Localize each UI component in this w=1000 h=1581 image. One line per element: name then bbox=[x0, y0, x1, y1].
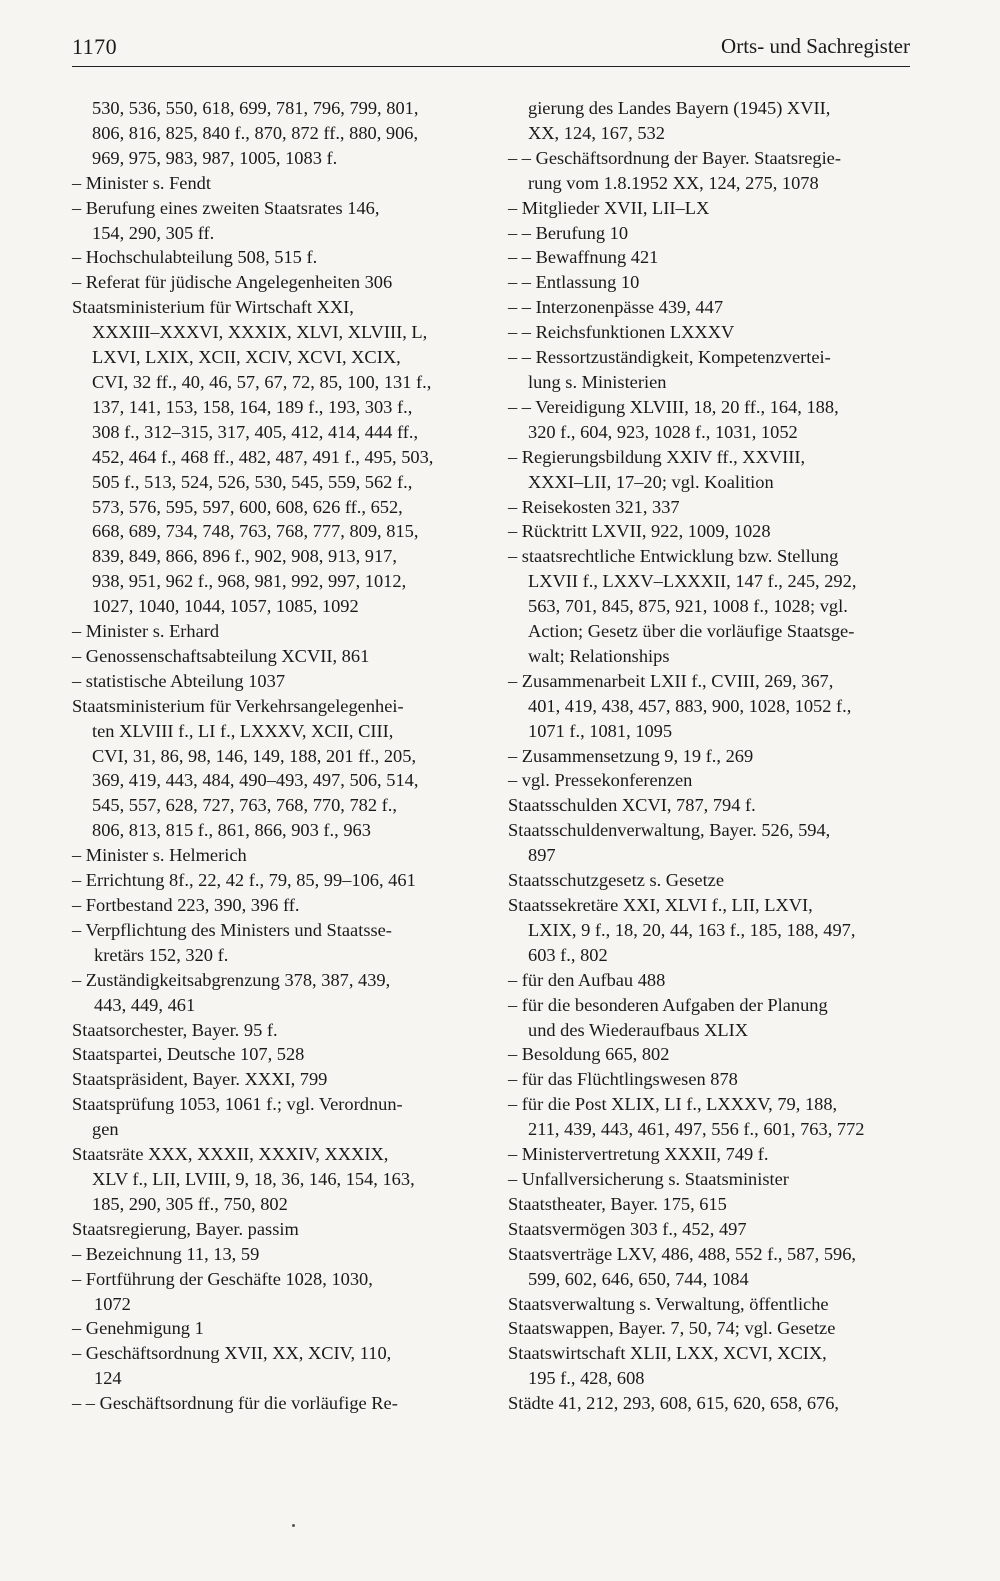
index-entry-continuation: Action; Gesetz über die vorläufige Staatsge- bbox=[528, 621, 855, 642]
index-entry: – – Vereidigung XLVIII, 18, 20 ff., 164, 188, bbox=[508, 396, 839, 417]
index-entry: – – Reichsfunktionen LXXXV bbox=[508, 322, 735, 343]
index-entry-continuation: 806, 813, 815 f., 861, 866, 903 f., 963 bbox=[92, 820, 371, 841]
index-entry: Staatsorchester, Bayer. 95 f. bbox=[72, 1019, 278, 1040]
index-entry-continuation: 401, 419, 438, 457, 883, 900, 1028, 1052 f., bbox=[528, 695, 852, 716]
index-entry: – – Bewaffnung 421 bbox=[508, 247, 659, 268]
index-entry: – Geschäftsordnung XVII, XX, XCIV, 110, bbox=[72, 1343, 392, 1364]
index-entry-continuation: XXXIII–XXXVI, XXXIX, XLVI, XLVIII, L, bbox=[92, 322, 428, 343]
index-entry: – Fortbestand 223, 390, 396 ff. bbox=[72, 895, 300, 915]
index-entry-continuation: 452, 464 f., 468 ff., 482, 487, 491 f., 495, 503, bbox=[92, 446, 434, 467]
index-entry: – – Berufung 10 bbox=[508, 222, 629, 243]
index-entry: Staatsschutzgesetz s. Gesetze bbox=[508, 870, 725, 891]
index-entry-continuation: CVI, 31, 86, 98, 146, 149, 188, 201 ff., 205, bbox=[92, 745, 417, 766]
index-entry-continuation: 308 f., 312–315, 317, 405, 412, 414, 444 ff., bbox=[92, 421, 419, 442]
index-entry: – Reisekosten 321, 337 bbox=[508, 496, 680, 517]
index-entry-continuation: und des Wiederaufbaus XLIX bbox=[528, 1019, 749, 1040]
index-entry: – Berufung eines zweiten Staatsrates 146, bbox=[72, 197, 380, 218]
index-entry: – vgl. Pressekonferenzen bbox=[508, 770, 693, 791]
index-entry: – statistische Abteilung 1037 bbox=[72, 670, 286, 691]
index-entry-continuation: gen bbox=[92, 1119, 119, 1140]
index-entry: – für die besonderen Aufgaben der Planung bbox=[508, 994, 828, 1015]
index-entry-continuation: 839, 849, 866, 896 f., 902, 908, 913, 917, bbox=[92, 546, 397, 567]
index-entry: Staatsregierung, Bayer. passim bbox=[72, 1218, 299, 1239]
index-entry-continuation: LXVII f., LXXV–LXXXII, 147 f., 245, 292, bbox=[528, 571, 857, 592]
index-entry-continuation: 1071 f., 1081, 1095 bbox=[528, 720, 673, 741]
index-entry: – Genossenschaftsabteilung XCVII, 861 bbox=[72, 645, 370, 666]
index-entry-continuation: 137, 141, 153, 158, 164, 189 f., 193, 303 f., bbox=[92, 396, 413, 417]
index-entry: – – Geschäftsordnung für die vorläufige Re- bbox=[72, 1393, 398, 1414]
index-entry: Staatsverträge LXV, 486, 488, 552 f., 587, 596, bbox=[508, 1243, 857, 1264]
index-entry: Staatswirtschaft XLII, LXX, XCVI, XCIX, bbox=[508, 1343, 827, 1364]
index-entry: – – Interzonenpässe 439, 447 bbox=[508, 297, 724, 318]
running-head: Orts- und Sachregister bbox=[721, 34, 910, 58]
page-number: 1170 bbox=[72, 34, 118, 59]
index-entry-continuation: ten XLVIII f., LI f., LXXXV, XCII, CIII, bbox=[92, 720, 394, 741]
index-entry: – staatsrechtliche Entwicklung bzw. Stellung bbox=[508, 546, 839, 567]
index-entry-continuation: rung vom 1.8.1952 XX, 124, 275, 1078 bbox=[528, 172, 819, 193]
index-entry-continuation: LXIX, 9 f., 18, 20, 44, 163 f., 185, 188, 497, bbox=[528, 919, 856, 940]
index-column-left bbox=[72, 96, 482, 1416]
index-entry-continuation: 530, 536, 550, 618, 699, 781, 796, 799, 801, bbox=[92, 98, 419, 118]
index-entry: – Mitglieder XVII, LII–LX bbox=[508, 197, 710, 218]
index-entry: – Referat für jüdische Angelegenheiten 306 bbox=[72, 272, 393, 293]
index-entry: Staatstheater, Bayer. 175, 615 bbox=[508, 1193, 727, 1214]
index-entry: – für die Post XLIX, LI f., LXXXV, 79, 188, bbox=[508, 1094, 838, 1115]
index-entry: – Besoldung 665, 802 bbox=[508, 1044, 670, 1065]
index-entry-continuation: XXXI–LII, 17–20; vgl. Koalition bbox=[528, 471, 774, 492]
index-entry: – – Ressortzuständigkeit, Kompetenzvertei- bbox=[508, 347, 831, 368]
index-entry-continuation: 969, 975, 983, 987, 1005, 1083 f. bbox=[92, 147, 338, 168]
index-entry: – Unfallversicherung s. Staatsminister bbox=[508, 1168, 789, 1189]
index-entry: – Genehmigung 1 bbox=[72, 1318, 204, 1339]
index-entry: – Zuständigkeitsabgrenzung 378, 387, 439, bbox=[72, 969, 391, 990]
index-entry-continuation: kretärs 152, 320 f. bbox=[94, 944, 229, 965]
index-entry-continuation: 185, 290, 305 ff., 750, 802 bbox=[92, 1193, 288, 1214]
index-entry: – Minister s. Erhard bbox=[72, 621, 220, 642]
index-entry-continuation: 938, 951, 962 f., 968, 981, 992, 997, 1012, bbox=[92, 571, 407, 592]
page-header bbox=[72, 32, 910, 67]
index-entry: Staatsschulden XCVI, 787, 794 f. bbox=[508, 795, 756, 816]
index-entry: Staatswappen, Bayer. 7, 50, 74; vgl. Gesetze bbox=[508, 1318, 836, 1339]
index-entry-continuation: 545, 557, 628, 727, 763, 768, 770, 782 f., bbox=[92, 795, 397, 816]
index-entry: – Zusammensetzung 9, 19 f., 269 bbox=[508, 745, 754, 766]
index-entry: – Fortführung der Geschäfte 1028, 1030, bbox=[72, 1268, 373, 1289]
index-entry: – Errichtung 8f., 22, 42 f., 79, 85, 99–106, 461 bbox=[72, 870, 416, 891]
index-entry-continuation: 154, 290, 305 ff. bbox=[92, 222, 215, 243]
index-entry-continuation: 603 f., 802 bbox=[528, 944, 608, 965]
index-entry-continuation: 897 bbox=[528, 845, 556, 866]
index-entry: Städte 41, 212, 293, 608, 615, 620, 658, 676, bbox=[508, 1393, 840, 1414]
index-entry: Staatsministerium für Wirtschaft XXI, bbox=[72, 297, 354, 318]
index-entry-continuation: 806, 816, 825, 840 f., 870, 872 ff., 880, 906, bbox=[92, 122, 419, 143]
index-entry: – Bezeichnung 11, 13, 59 bbox=[72, 1243, 260, 1264]
index-entry-continuation: XX, 124, 167, 532 bbox=[528, 122, 665, 143]
index-entry: Staatsvermögen 303 f., 452, 497 bbox=[508, 1218, 747, 1239]
index-entry-continuation: 124 bbox=[94, 1368, 122, 1389]
index-entry: Staatssekretäre XXI, XLVI f., LII, LXVI, bbox=[508, 895, 813, 915]
index-entry: Staatspräsident, Bayer. XXXI, 799 bbox=[72, 1069, 328, 1090]
index-entry-continuation: 563, 701, 845, 875, 921, 1008 f., 1028; vgl. bbox=[528, 596, 848, 617]
index-entry: Staatsministerium für Verkehrsangelegenhei- bbox=[72, 695, 404, 716]
index-entry-continuation: 320 f., 604, 923, 1028 f., 1031, 1052 bbox=[528, 421, 798, 442]
index-entry: Staatsprüfung 1053, 1061 f.; vgl. Verordnun- bbox=[72, 1094, 403, 1115]
index-entry: – Minister s. Fendt bbox=[72, 172, 211, 193]
index-entry: – für das Flüchtlingswesen 878 bbox=[508, 1069, 738, 1090]
index-entry-continuation: 668, 689, 734, 748, 763, 768, 777, 809, 815, bbox=[92, 521, 419, 542]
index-entry: Staatspartei, Deutsche 107, 528 bbox=[72, 1044, 305, 1065]
index-entry: – Ministervertretung XXXII, 749 f. bbox=[508, 1144, 769, 1165]
index-entry: – Minister s. Helmerich bbox=[72, 845, 247, 866]
index-entry: – für den Aufbau 488 bbox=[508, 969, 666, 990]
index-entry-continuation: 211, 439, 443, 461, 497, 556 f., 601, 763, 772 bbox=[528, 1119, 865, 1140]
index-entry: – Zusammenarbeit LXII f., CVIII, 269, 367, bbox=[508, 670, 834, 691]
index-column-right bbox=[508, 96, 916, 1416]
index-entry: – Regierungsbildung XXIV ff., XXVIII, bbox=[508, 446, 806, 467]
index-entry-continuation: 443, 449, 461 bbox=[94, 994, 196, 1015]
index-entry-continuation: 599, 602, 646, 650, 744, 1084 bbox=[528, 1268, 749, 1289]
index-entry-continuation: 1072 bbox=[94, 1293, 131, 1314]
index-entry: – – Entlassung 10 bbox=[508, 272, 640, 293]
index-entry-continuation: CVI, 32 ff., 40, 46, 57, 67, 72, 85, 100, 131 f., bbox=[92, 371, 432, 392]
index-entry-continuation: 573, 576, 595, 597, 600, 608, 626 ff., 652, bbox=[92, 496, 403, 517]
index-entry: Staatsverwaltung s. Verwaltung, öffentliche bbox=[508, 1293, 829, 1314]
index-entry-continuation: 1027, 1040, 1044, 1057, 1085, 1092 bbox=[92, 596, 359, 617]
index-entry-continuation: 195 f., 428, 608 bbox=[528, 1368, 645, 1389]
index-entry-continuation: XLV f., LII, LVIII, 9, 18, 36, 146, 154, 163, bbox=[92, 1168, 415, 1189]
index-entry: – Rücktritt LXVII, 922, 1009, 1028 bbox=[508, 521, 771, 542]
index-entry: Staatsschuldenverwaltung, Bayer. 526, 594, bbox=[508, 820, 831, 841]
index-entry: – Hochschulabteilung 508, 515 f. bbox=[72, 247, 318, 268]
index-entry: – Verpflichtung des Ministers und Staatsse- bbox=[72, 919, 392, 940]
index-entry-continuation: gierung des Landes Bayern (1945) XVII, bbox=[528, 98, 831, 118]
index-entry-continuation: 505 f., 513, 524, 526, 530, 545, 559, 562 f., bbox=[92, 471, 413, 492]
index-entry-continuation: walt; Relationships bbox=[528, 645, 670, 666]
index-entry: Staatsräte XXX, XXXII, XXXIV, XXXIX, bbox=[72, 1144, 389, 1165]
index-entry-continuation: lung s. Ministerien bbox=[528, 371, 667, 392]
index-entry-continuation: 369, 419, 443, 484, 490–493, 497, 506, 514, bbox=[92, 770, 419, 791]
index-entry-continuation: LXVI, LXIX, XCII, XCIV, XCVI, XCIX, bbox=[92, 347, 401, 368]
index-entry: – – Geschäftsordnung der Bayer. Staatsregie- bbox=[508, 147, 841, 168]
print-speck bbox=[292, 1524, 295, 1527]
